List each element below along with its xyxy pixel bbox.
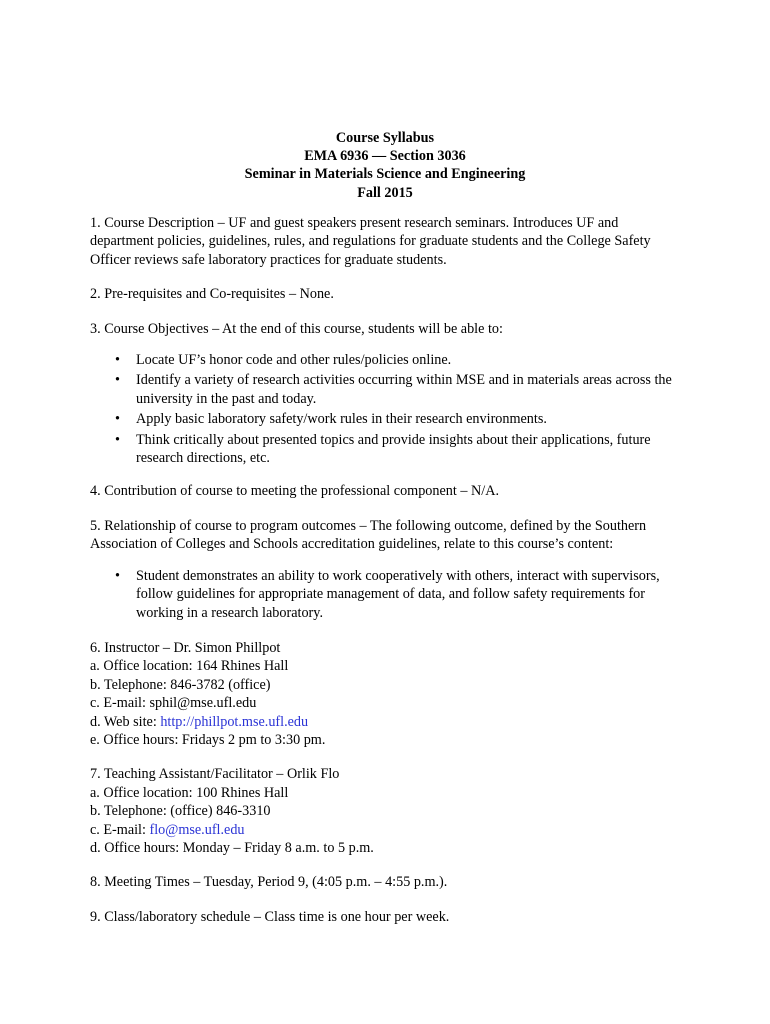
bullet-icon: • — [115, 352, 120, 369]
ta-email-link[interactable]: flo@mse.ufl.edu — [149, 821, 245, 838]
list-item-text: Identify a variety of research activities occurring within MSE and in materials areas across the university in the past and today. — [136, 372, 672, 407]
ta-heading: 7. Teaching Assistant/Facilitator – Orlik Flo — [90, 766, 340, 783]
objectives-list — [90, 351, 680, 467]
instructor-phone: b. Telephone: 846-3782 (office) — [90, 676, 271, 693]
section-instructor — [90, 639, 680, 749]
website-label: d. Web site: — [90, 713, 161, 730]
section-program-outcomes: 5. Relationship of course to program outcomes – The following outcome, defined by the Southern Association of Colleges and Schools accreditation guidelines, relate to this course’s content: — [90, 517, 647, 553]
ta-phone: b. Telephone: (office) 846-3310 — [90, 803, 271, 820]
instructor-hours: e. Office hours: Fridays 2 pm to 3:30 pm. — [90, 731, 326, 748]
section-meeting-times: 8. Meeting Times – Tuesday, Period 9, (4:05 p.m. – 4:55 p.m.). — [90, 874, 448, 891]
outcomes-list — [90, 567, 680, 622]
section-teaching-assistant — [90, 765, 680, 857]
title-block — [0, 129, 770, 202]
list-item-text: Locate UF’s honor code and other rules/policies online. — [136, 352, 452, 369]
section-course-description: 1. Course Description – UF and guest speakers present research seminars. Introduces UF and department policies, guidelines, rules, and regulations for graduate students and the College Safety Officer reviews safe laboratory practices for graduate students. — [90, 215, 651, 268]
title-course-name: Seminar in Materials Science and Engineering — [244, 166, 526, 183]
syllabus-content — [90, 214, 680, 942]
list-item-text: Student demonstrates an ability to work cooperatively with others, interact with supervisors, follow guidelines for appropriate management of data, and follow safety requirements for working in a research laboratory. — [136, 567, 660, 621]
ta-office: a. Office location: 100 Rhines Hall — [90, 784, 289, 801]
title-course-code: EMA 6936 — Section 3036 — [304, 148, 466, 165]
title-term: Fall 2015 — [357, 184, 413, 201]
bullet-icon: • — [115, 372, 120, 389]
list-item — [115, 431, 680, 468]
website-link[interactable]: http://phillpot.mse.ufl.edu — [160, 713, 309, 730]
list-item — [115, 410, 680, 428]
list-item-text: Think critically about presented topics and provide insights about their applications, future research directions, etc. — [136, 431, 651, 467]
instructor-heading: 6. Instructor – Dr. Simon Phillpot — [90, 639, 281, 656]
list-item — [115, 567, 680, 622]
instructor-email: c. E-mail: sphil@mse.ufl.edu — [90, 695, 257, 712]
bullet-icon: • — [115, 411, 120, 428]
bullet-icon: • — [115, 431, 120, 448]
list-item — [115, 371, 680, 408]
list-item-text: Apply basic laboratory safety/work rules in their research environments. — [136, 411, 547, 428]
ta-email — [90, 821, 680, 839]
section-course-objectives: 3. Course Objectives – At the end of this course, students will be able to: — [90, 320, 503, 337]
instructor-website — [90, 713, 680, 731]
list-item — [115, 351, 680, 369]
section-professional-component: 4. Contribution of course to meeting the professional component – N/A. — [90, 483, 499, 500]
ta-hours: d. Office hours: Monday – Friday 8 a.m. to 5 p.m. — [90, 839, 374, 856]
bullet-icon: • — [115, 567, 120, 584]
section-class-schedule: 9. Class/laboratory schedule – Class time is one hour per week. — [90, 908, 450, 925]
title-course-syllabus: Course Syllabus — [335, 130, 435, 146]
ta-email-label: c. E-mail: — [90, 821, 150, 838]
section-prerequisites: 2. Pre-requisites and Co-requisites – None. — [90, 286, 334, 303]
instructor-office: a. Office location: 164 Rhines Hall — [90, 658, 289, 675]
